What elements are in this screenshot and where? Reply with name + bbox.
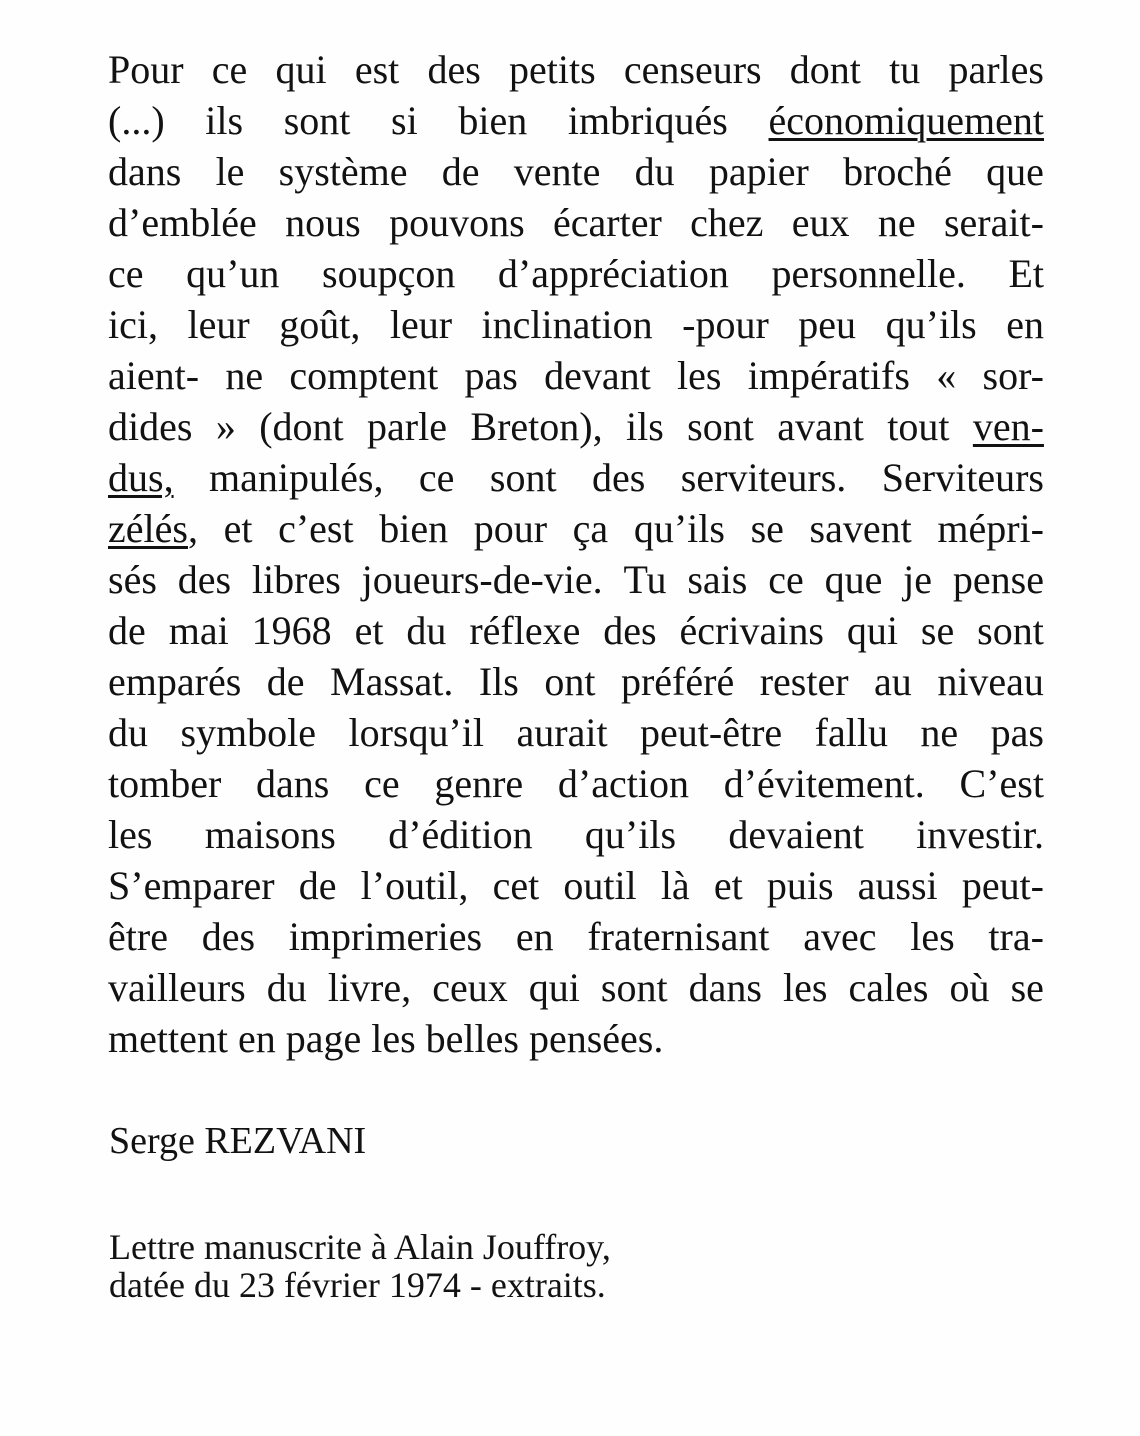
word: inclination xyxy=(481,302,653,347)
word: livre, xyxy=(327,965,412,1010)
word: Et xyxy=(1008,251,1044,296)
word: Tu xyxy=(623,557,667,602)
word: genre xyxy=(434,761,524,806)
word: C’est xyxy=(959,761,1044,806)
word: que xyxy=(824,557,883,602)
text-line xyxy=(108,605,1044,656)
word: ce xyxy=(768,557,804,602)
word: sont xyxy=(489,455,557,500)
word: d’édition xyxy=(388,812,533,857)
word: tout xyxy=(887,404,950,449)
word: 1968 xyxy=(251,608,332,653)
text-line xyxy=(108,656,1044,707)
text-line xyxy=(108,299,1044,350)
word: des xyxy=(201,914,256,959)
word: qu’ils xyxy=(885,302,977,347)
word: symbole xyxy=(180,710,317,755)
word: leur xyxy=(187,302,250,347)
word: bien xyxy=(458,98,528,143)
word: maisons xyxy=(204,812,336,857)
word: goût, xyxy=(279,302,361,347)
word: petits xyxy=(509,47,596,92)
word: Ils xyxy=(478,659,519,704)
word: tra- xyxy=(988,914,1044,959)
word: et xyxy=(223,506,253,551)
word: les xyxy=(910,914,955,959)
word: devaient xyxy=(728,812,864,857)
word: qui xyxy=(528,965,580,1010)
word: où xyxy=(949,965,990,1010)
text-line xyxy=(108,911,1044,962)
underlined-word: dus, xyxy=(108,455,174,500)
word: si xyxy=(391,98,418,143)
text-line xyxy=(108,758,1044,809)
word: en xyxy=(1006,302,1044,347)
word: mai xyxy=(168,608,229,653)
word: avec xyxy=(803,914,877,959)
word: pas xyxy=(464,353,518,398)
word: qu’ils xyxy=(584,812,677,857)
word: et xyxy=(713,863,743,908)
attribution-block xyxy=(109,1228,611,1304)
word: censeurs xyxy=(623,47,762,92)
text-line-last: mettent en page les belles pensées. xyxy=(108,1016,664,1061)
word: réflexe xyxy=(469,608,581,653)
word: lorsqu’il xyxy=(348,710,485,755)
word: soupçon xyxy=(322,251,456,296)
word: se xyxy=(920,608,955,653)
word: vente xyxy=(513,149,601,194)
word: cet xyxy=(492,863,540,908)
word: nous xyxy=(285,200,361,245)
word: personnelle. xyxy=(771,251,966,296)
word: imprimeries xyxy=(288,914,483,959)
word: des xyxy=(603,608,657,653)
word: aient- xyxy=(108,353,200,398)
word: manipulés, xyxy=(209,455,384,500)
word: là xyxy=(660,863,690,908)
word: ne xyxy=(920,710,959,755)
text-line xyxy=(108,197,1044,248)
word: imbriqués xyxy=(567,98,728,143)
word: des xyxy=(177,557,232,602)
word: fraternisant xyxy=(587,914,770,959)
word: -pour xyxy=(682,302,769,347)
word: ceux xyxy=(432,965,508,1010)
word: qu’ils xyxy=(633,506,725,551)
word: devant xyxy=(544,353,651,398)
word: du xyxy=(108,710,148,755)
word: vailleurs xyxy=(108,965,246,1010)
word: tu xyxy=(889,47,921,92)
word: ce xyxy=(211,47,248,92)
underlined-word: zélés xyxy=(108,506,188,551)
word: bien xyxy=(379,506,449,551)
word: peut- xyxy=(961,863,1044,908)
word: (dont xyxy=(259,404,344,449)
word: peut-être xyxy=(640,710,783,755)
word: » xyxy=(215,404,236,449)
underlined-word: ven- xyxy=(972,404,1044,449)
word: du xyxy=(634,149,675,194)
word: ce xyxy=(418,455,455,500)
word: parle xyxy=(367,404,447,449)
word: aussi xyxy=(857,863,938,908)
word: dans xyxy=(688,965,762,1010)
word: Breton), xyxy=(470,404,603,449)
attribution-line-1: Lettre manuscrite à Alain Jouffroy, xyxy=(109,1227,611,1267)
word: eux xyxy=(791,200,850,245)
word: pouvons xyxy=(389,200,525,245)
word: emparés xyxy=(108,659,242,704)
word: papier xyxy=(708,149,809,194)
word: et xyxy=(354,608,384,653)
word: investir. xyxy=(916,812,1044,857)
text-line xyxy=(108,860,1044,911)
word: aurait xyxy=(516,710,608,755)
word: chez xyxy=(690,200,764,245)
word: sor- xyxy=(982,353,1044,398)
word: avant xyxy=(777,404,864,449)
word: préféré xyxy=(620,659,735,704)
word: sont xyxy=(977,608,1044,653)
word: sés xyxy=(108,557,157,602)
word: l’outil, xyxy=(360,863,469,908)
word: système xyxy=(278,149,408,194)
word: dont xyxy=(789,47,861,92)
word: de xyxy=(108,608,146,653)
word: qui xyxy=(846,608,898,653)
word: d’action xyxy=(557,761,689,806)
word: du xyxy=(266,965,307,1010)
text-line xyxy=(108,503,1044,554)
word: ne xyxy=(877,200,916,245)
word: ce xyxy=(364,761,400,806)
word: du xyxy=(406,608,447,653)
word: comptent xyxy=(289,353,439,398)
word: ne xyxy=(225,353,264,398)
word: dans xyxy=(108,149,182,194)
word: leur xyxy=(389,302,453,347)
text-line xyxy=(108,707,1044,758)
word: puis xyxy=(766,863,834,908)
word: être xyxy=(108,914,168,959)
word: pense xyxy=(952,557,1044,602)
word: sont xyxy=(600,965,668,1010)
underlined-word: économiquement xyxy=(768,98,1044,143)
text-line xyxy=(108,401,1044,452)
word: mépri- xyxy=(937,506,1044,551)
signature: Serge REZVANI xyxy=(109,1120,367,1162)
word: écarter xyxy=(553,200,662,245)
word: se xyxy=(1010,965,1044,1010)
text-line xyxy=(108,146,1044,197)
text-line xyxy=(108,248,1044,299)
word: ce xyxy=(108,251,144,296)
word: parles xyxy=(948,47,1044,92)
text-line xyxy=(108,44,1044,95)
word: libres xyxy=(251,557,341,602)
word: qui xyxy=(275,47,327,92)
word: S’emparer xyxy=(108,863,275,908)
body-text-block xyxy=(108,44,1044,1064)
word: d’emblée xyxy=(108,200,257,245)
word: des xyxy=(592,455,646,500)
word: se xyxy=(750,506,784,551)
word: qu’un xyxy=(186,251,280,296)
text-line xyxy=(108,350,1044,401)
word-group: zélés, xyxy=(108,506,198,551)
word: sont xyxy=(687,404,754,449)
attribution-line-2: datée du 23 février 1974 - extraits. xyxy=(109,1265,606,1305)
word: dides xyxy=(108,404,193,449)
word: ici, xyxy=(108,302,158,347)
word: niveau xyxy=(937,659,1044,704)
word: de xyxy=(298,863,337,908)
word: sont xyxy=(283,98,351,143)
word: « xyxy=(936,353,957,398)
word: ça xyxy=(572,506,609,551)
word: dans xyxy=(256,761,330,806)
word: ont xyxy=(544,659,596,704)
word: d’évitement. xyxy=(723,761,925,806)
word: les xyxy=(108,812,153,857)
word: serait- xyxy=(943,200,1044,245)
text-line xyxy=(108,962,1044,1013)
word: ils xyxy=(625,404,664,449)
word: Serviteurs xyxy=(881,455,1044,500)
word: fallu xyxy=(814,710,888,755)
word: des xyxy=(427,47,481,92)
word: est xyxy=(354,47,400,92)
word: pas xyxy=(990,710,1044,755)
word: que xyxy=(986,149,1044,194)
text-line xyxy=(108,452,1044,503)
word: tomber xyxy=(108,761,222,806)
word: les xyxy=(783,965,828,1010)
word: les xyxy=(677,353,722,398)
word: en xyxy=(515,914,554,959)
word: sais xyxy=(687,557,748,602)
word: de xyxy=(441,149,480,194)
word: joueurs-de-vie. xyxy=(361,557,603,602)
word: Pour xyxy=(108,47,184,92)
text-line xyxy=(108,554,1044,605)
word: peu xyxy=(798,302,857,347)
word: serviteurs. xyxy=(680,455,847,500)
word: cales xyxy=(848,965,929,1010)
word: je xyxy=(903,557,933,602)
word: d’appréciation xyxy=(497,251,729,296)
word: broché xyxy=(843,149,952,194)
word: écrivains xyxy=(679,608,824,653)
word: Massat. xyxy=(330,659,454,704)
text-line xyxy=(108,809,1044,860)
word: le xyxy=(215,149,245,194)
word: impératifs xyxy=(747,353,910,398)
word: de xyxy=(266,659,305,704)
word: c’est xyxy=(278,506,354,551)
word: rester xyxy=(759,659,849,704)
word: (...) xyxy=(108,98,165,143)
word: ils xyxy=(205,98,244,143)
word: pour xyxy=(473,506,548,551)
word: savent xyxy=(809,506,912,551)
text-line xyxy=(108,95,1044,146)
word: au xyxy=(874,659,912,704)
word: outil xyxy=(563,863,637,908)
